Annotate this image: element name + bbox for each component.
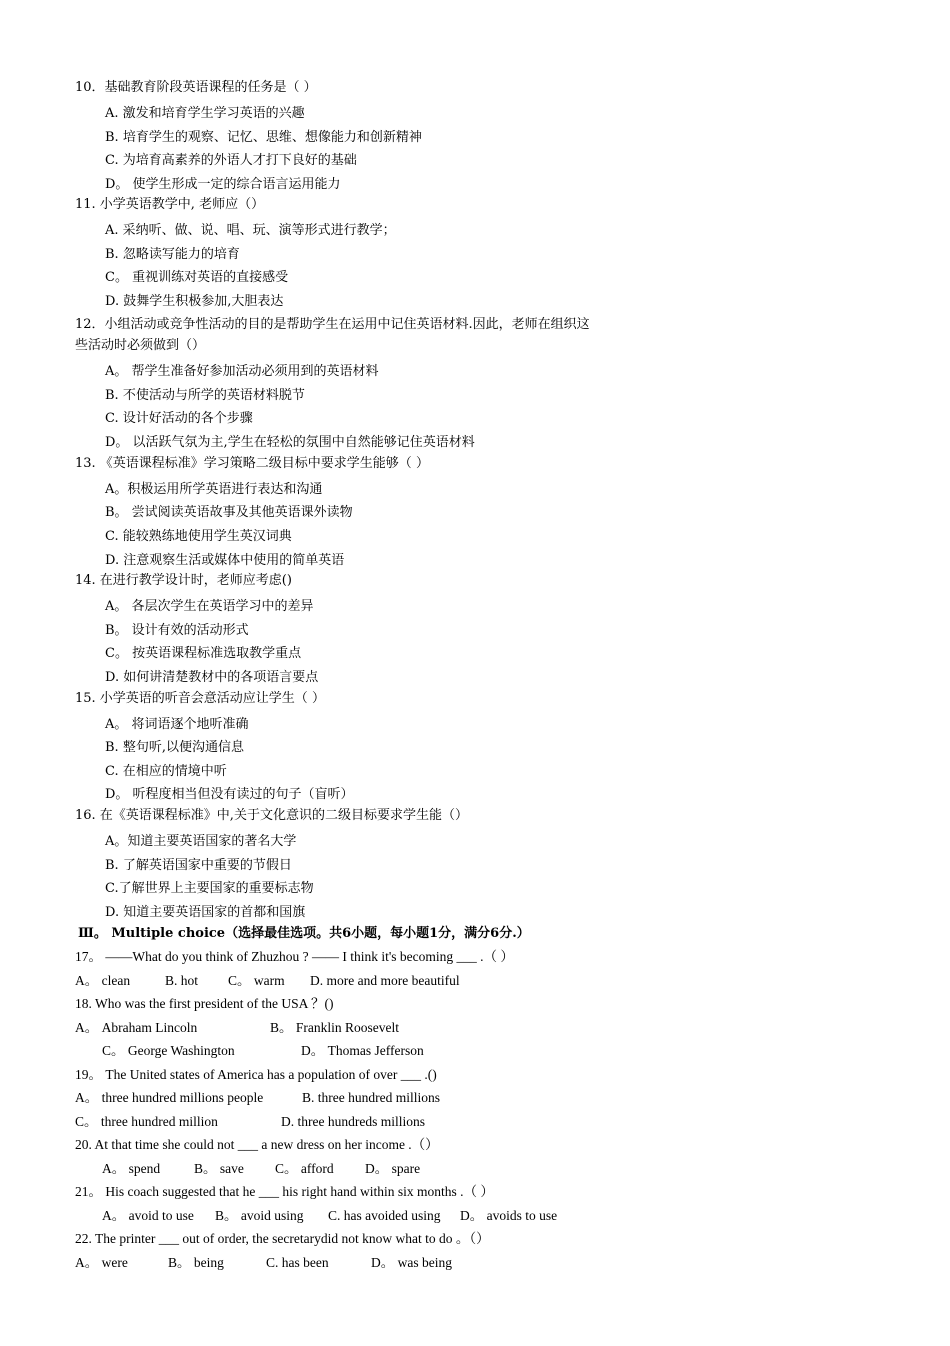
question-10-option-b: B. 培育学生的观察、记忆、思维、想像能力和创新精神 (105, 130, 422, 145)
question-16-option-c: C.了解世界上主要国家的重要标志物 (105, 881, 314, 896)
question-17-option-c: C。 warm (228, 973, 285, 988)
question-13-option-a: A。积极运用所学英语进行表达和沟通 (105, 482, 323, 497)
question-21: 21。 His coach suggested that he ___ his right hand within six months .（ ） (75, 1184, 494, 1199)
question-15: 15. 小学英语的听音会意活动应让学生（ ） (75, 691, 325, 706)
question-13-option-b: B。 尝试阅读英语故事及其他英语课外读物 (105, 505, 353, 520)
question-11-option-a: A. 采纳听、做、说、唱、玩、演等形式进行教学； (105, 223, 396, 238)
question-20-option-d: D。 spare (365, 1161, 421, 1176)
question-19-option-b: B. three hundred millions (302, 1090, 440, 1105)
question-12-cont: 些活动时必须做到（） (75, 338, 206, 353)
question-10-option-a: A. 激发和培育学生学习英语的兴趣 (105, 106, 305, 121)
question-11-option-c: C。 重视训练对英语的直接感受 (105, 270, 289, 285)
question-12-option-b: B. 不使活动与所学的英语材料脱节 (105, 388, 305, 403)
question-16-option-b: B. 了解英语国家中重要的节假日 (105, 858, 292, 873)
question-14-option-c: C。 按英语课程标准选取教学重点 (105, 646, 302, 661)
question-10-option-c: C. 为培育高素养的外语人才打下良好的基础 (105, 153, 357, 168)
question-22: 22. The printer ___ out of order, the secretarydid not know what to do 。（） (75, 1231, 490, 1246)
question-13-option-d: D. 注意观察生活或媒体中使用的简单英语 (105, 553, 345, 568)
question-16-option-d: D. 知道主要英语国家的首都和国旗 (105, 905, 306, 920)
question-15-option-c: C. 在相应的情境中听 (105, 764, 227, 779)
question-14-option-b: B。 设计有效的活动形式 (105, 623, 249, 638)
question-17-option-d: D. more and more beautiful (310, 973, 460, 988)
question-21-option-d: D。 avoids to use (460, 1208, 558, 1223)
question-18-option-c: C。 George Washington (102, 1043, 235, 1058)
question-19-option-a: A。 three hundred millions people (75, 1090, 264, 1105)
question-19: 19。 The United states of America has a population of over ___ .() (75, 1067, 437, 1082)
question-14-option-d: D. 如何讲清楚教材中的各项语言要点 (105, 670, 319, 685)
question-12-option-d: D。 以活跃气氛为主,学生在轻松的氛围中自然能够记住英语材料 (105, 435, 475, 450)
question-22-option-b: B。 being (168, 1255, 224, 1270)
question-21-option-b: B。 avoid using (215, 1208, 304, 1223)
question-17: 17。 ——What do you think of Zhuzhou ? —— I think it's becoming ___ .（ ） (75, 949, 514, 964)
question-16-option-a: A。知道主要英语国家的著名大学 (105, 834, 297, 849)
question-10-option-d: D。 使学生形成一定的综合语言运用能力 (105, 177, 341, 192)
question-18-option-b: B。 Franklin Roosevelt (270, 1020, 399, 1035)
question-17-option-a: A。 clean (75, 973, 131, 988)
question-21-option-c: C. has avoided using (328, 1208, 441, 1223)
question-15-option-d: D。 听程度相当但没有读过的句子（盲听） (105, 787, 354, 802)
question-12: 12．小组活动或竞争性活动的目的是帮助学生在运用中记住英语材料.因此，老师在组织这 (75, 317, 590, 332)
question-22-option-a: A。 were (75, 1255, 128, 1270)
question-20-option-b: B。 save (194, 1161, 244, 1176)
question-14-option-a: A。 各层次学生在英语学习中的差异 (105, 599, 314, 614)
question-17-option-b: B. hot (165, 973, 199, 988)
question-18-option-d: D。 Thomas Jefferson (301, 1043, 424, 1058)
question-21-option-a: A。 avoid to use (102, 1208, 194, 1223)
question-20-option-c: C。 afford (275, 1161, 334, 1176)
question-11-option-d: D. 鼓舞学生积极参加,大胆表达 (105, 294, 284, 309)
question-13: 13. 《英语课程标准》学习策略二级目标中要求学生能够（ ） (75, 456, 429, 471)
question-20: 20. At that time she could not ___ a new dress on her income .（） (75, 1137, 439, 1152)
question-18-option-a: A。 Abraham Lincoln (75, 1020, 198, 1035)
section-3-heading: Ⅲ。 Multiple choice（选择最佳选项。共6小题，每小题1分，满分6分.） (78, 926, 530, 941)
question-15-option-a: A。 将词语逐个地听准确 (105, 717, 249, 732)
question-20-option-a: A。 spend (102, 1161, 161, 1176)
question-18: 18. Who was the first president of the USA ？() (75, 996, 334, 1011)
question-12-option-a: A。 帮学生准备好参加活动必须用到的英语材料 (105, 364, 379, 379)
question-11: 11. 小学英语教学中, 老师应（） (75, 197, 265, 212)
question-16: 16. 在《英语课程标准》中,关于文化意识的二级目标要求学生能（） (75, 808, 468, 823)
question-13-option-c: C. 能较熟练地使用学生英汉词典 (105, 529, 292, 544)
question-22-option-d: D。 was being (371, 1255, 452, 1270)
question-10: 10．基础教育阶段英语课程的任务是（ ） (75, 80, 317, 95)
question-11-option-b: B. 忽略读写能力的培育 (105, 247, 240, 262)
question-12-option-c: C. 设计好活动的各个步骤 (105, 411, 253, 426)
question-14: 14. 在进行教学设计时，老师应考虑() (75, 573, 292, 588)
question-15-option-b: B. 整句听,以便沟通信息 (105, 740, 244, 755)
question-22-option-c: C. has been (266, 1255, 329, 1270)
question-19-option-d: D. three hundreds millions (281, 1114, 425, 1129)
question-19-option-c: C。 three hundred million (75, 1114, 218, 1129)
